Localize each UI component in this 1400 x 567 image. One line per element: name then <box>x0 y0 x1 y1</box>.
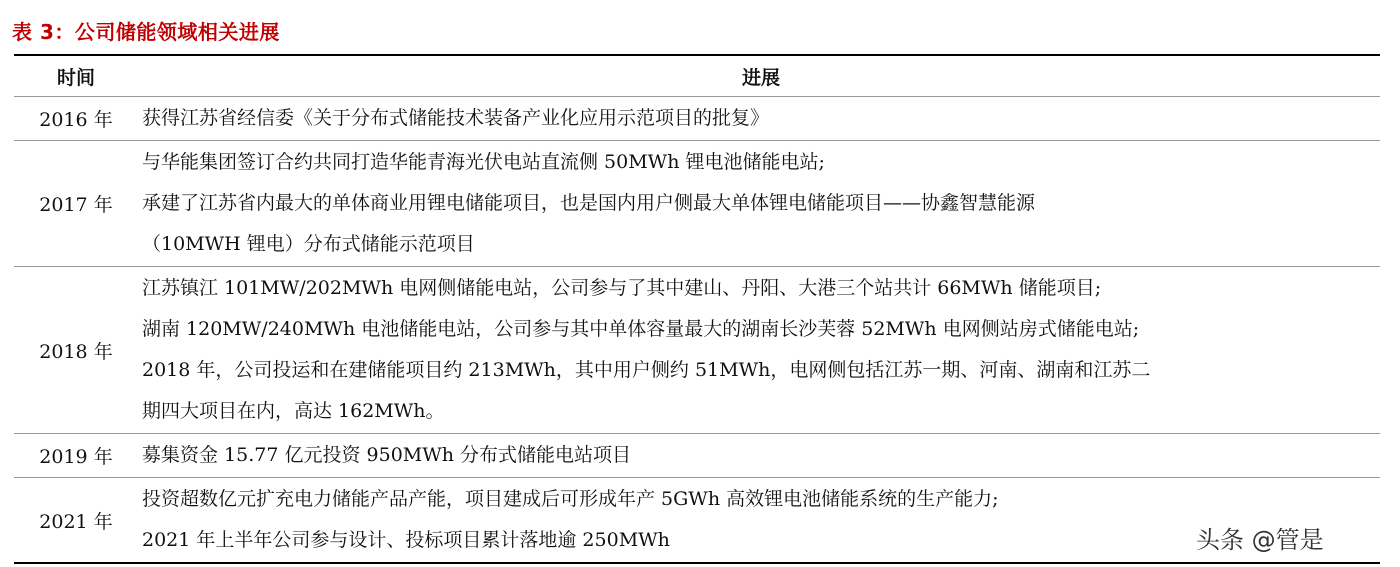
watermark: 头条 @管是 <box>1196 520 1324 555</box>
row-year: 2018 年 <box>39 340 113 363</box>
progress-line: 江苏镇江 101MW/202MWh 电网侧储能电站，公司参与了其中建山、丹阳、大港三个站共计 66MWh 储能项目; <box>142 277 1102 299</box>
row-progress <box>138 479 1380 561</box>
bottom-rule <box>14 562 1380 564</box>
table-header-row <box>14 56 1380 96</box>
row-progress <box>138 98 1380 139</box>
row-year: 2019 年 <box>39 446 113 468</box>
table-row <box>14 141 1380 266</box>
table-title: 表 3：公司储能领域相关进展 <box>12 20 280 44</box>
header-progress: 进展 <box>741 66 780 89</box>
row-progress <box>138 142 1380 265</box>
row-progress <box>138 435 1380 476</box>
progress-line: 2018 年，公司投运和在建储能项目约 213MWh，其中用户侧约 51MWh，电网侧包括江苏一期、河南、湖南和江苏二 <box>142 359 1151 381</box>
row-progress <box>138 268 1380 432</box>
progress-line: 募集资金 15.77 亿元投资 950MWh 分布式储能电站项目 <box>142 444 632 466</box>
progress-line: 期四大项目在内，高达 162MWh。 <box>142 400 445 422</box>
table-row <box>14 267 1380 433</box>
progress-line: 与华能集团签订合约共同打造华能青海光伏电站直流侧 50MWh 锂电池储能电站; <box>142 151 825 173</box>
table-row <box>14 97 1380 140</box>
progress-line: 承建了江苏省内最大的单体商业用锂电储能项目，也是国内用户侧最大单体锂电储能项目——协鑫智慧能源 <box>142 192 1036 214</box>
progress-line: 获得江苏省经信委《关于分布式储能技术装备产业化应用示范项目的批复》 <box>142 107 770 129</box>
row-year: 2016 年 <box>39 109 113 131</box>
row-year: 2021 年 <box>39 510 113 533</box>
progress-line: 投资超数亿元扩充电力储能产品产能，项目建成后可形成年产 5GWh 高效锂电池储能系统的生产能力; <box>142 488 999 510</box>
progress-line: （10MWH 锂电）分布式储能示范项目 <box>142 233 475 255</box>
progress-line: 2021 年上半年公司参与设计、投标项目累计落地逾 250MWh <box>142 529 670 551</box>
table-row <box>14 434 1380 477</box>
progress-table <box>14 54 1380 564</box>
table-row <box>14 478 1380 562</box>
row-year: 2017 年 <box>39 194 113 216</box>
progress-line: 湖南 120MW/240MWh 电池储能电站，公司参与其中单体容量最大的湖南长沙芙蓉 52MWh 电网侧站房式储能电站; <box>142 318 1140 340</box>
header-time: 时间 <box>56 66 95 89</box>
